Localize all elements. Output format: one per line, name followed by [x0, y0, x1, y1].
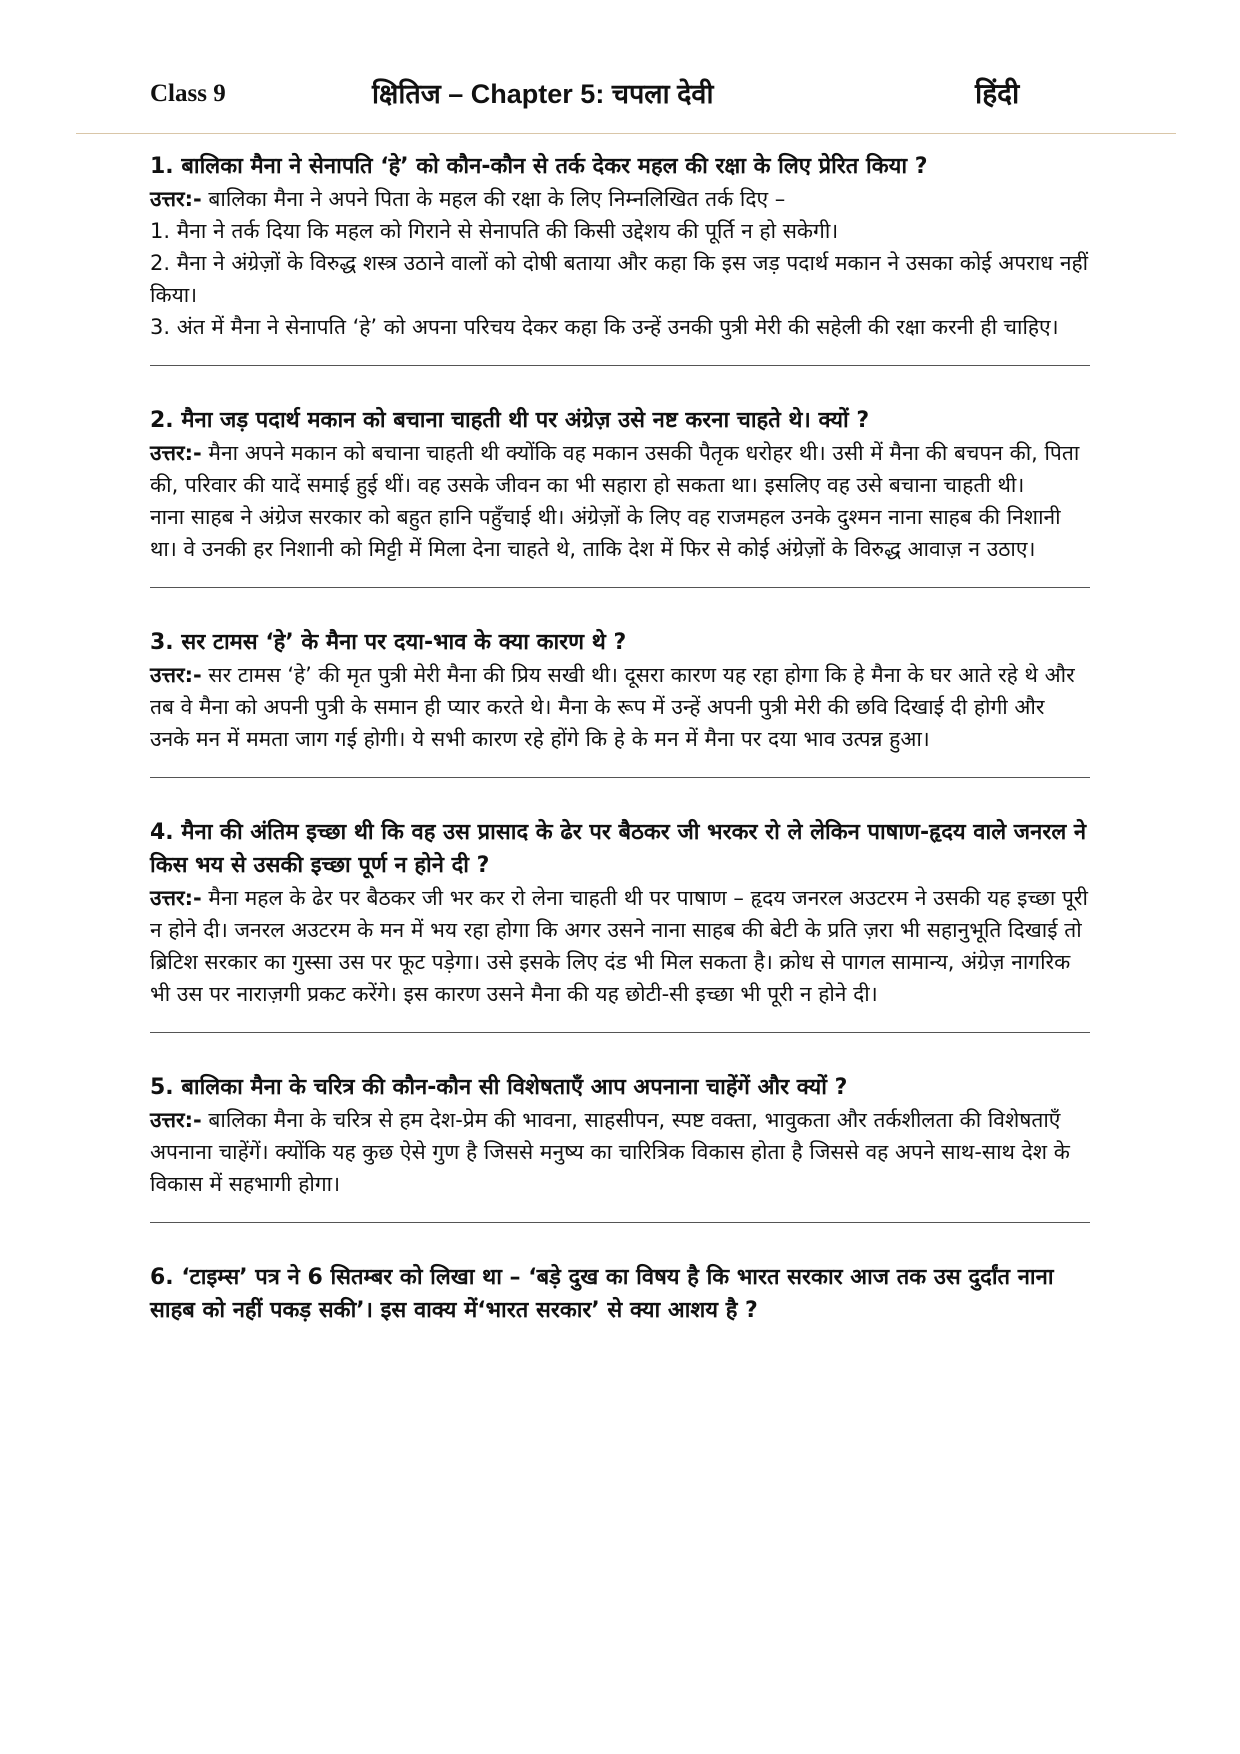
- section-divider: [150, 777, 1090, 778]
- class-label: Class 9: [150, 80, 226, 107]
- answer-label: उत्तर:-: [150, 1108, 202, 1132]
- answer-label: उत्तर:-: [150, 187, 202, 211]
- answer-text: बालिका मैना ने अपने पिता के महल की रक्षा के लिए निम्नलिखित तर्क दिए –: [208, 187, 786, 211]
- answer-block: [150, 183, 1090, 343]
- chapter-title: क्षितिज – Chapter 5: चपला देवी: [372, 79, 714, 109]
- answer-text: मैना महल के ढेर पर बैठकर जी भर कर रो लेना चाहती थी पर पाषाण – हृदय जनरल अउटरम ने उसकी यह इच्छा पूरी न होने दी। जनरल अउटरम के मन में भय रहा होगा कि अगर उसने नाना साहब की बेटी के प्रति ज़रा भी सहानुभूति दिखाई तो ब्रिटिश सरकार का गुस्सा उस पर फूट पड़ेगा। उसे इसके लिए दंड भी मिल सकता है। क्रोध से पागल सामान्य, अंग्रेज़ नागरिक भी उस पर नाराज़गी प्रकट करेंगे। इस कारण उसने मैना की यह छोटी-सी इच्छा भी पूरी न होने दी।: [150, 886, 1088, 1006]
- qa-item: [150, 1261, 1090, 1327]
- header-divider: [76, 133, 1176, 134]
- subject-label: हिंदी: [975, 78, 1020, 109]
- answer-text: मैना अपने मकान को बचाना चाहती थी क्योंकि वह मकान उसकी पैतृक धरोहर थी। उसी में मैना की बचपन की, पिता की, परिवार की यादें समाई हुई थीं। वह उसके जीवन का भी सहारा हो सकता था। इसलिए वह उसे बचाना चाहती थी।: [150, 441, 1080, 497]
- qa-item: [150, 626, 1090, 755]
- qa-item: [150, 404, 1090, 565]
- qa-list: [150, 150, 1090, 1327]
- answer-block: [150, 1104, 1090, 1200]
- answer-block: [150, 437, 1090, 565]
- answer-text: सर टामस ‘हे’ की मृत पुत्री मेरी मैना की प्रिय सखी थी। दूसरा कारण यह रहा होगा कि हे मैना के घर आते रहे थे और तब वे मैना को अपनी पुत्री के समान ही प्यार करते थे। मैना के रूप में उन्हें अपनी पुत्री मेरी की छवि दिखाई दी होगी और उनके मन में ममता जाग गई होगी। ये सभी कारण रहे होंगे कि हे के मन में मैना पर दया भाव उत्पन्न हुआ।: [150, 663, 1075, 751]
- answer-label: उत्तर:-: [150, 441, 202, 465]
- section-divider: [150, 587, 1090, 588]
- question-text: 1. बालिका मैना ने सेनापति ‘हे’ को कौन-कौन से तर्क देकर महल की रक्षा के लिए प्रेरित किया ?: [150, 154, 928, 179]
- section-divider: [150, 1032, 1090, 1033]
- answer-text: 3. अंत में मैना ने सेनापति ‘हे’ को अपना परिचय देकर कहा कि उन्हें उनकी पुत्री मेरी की सहेली की रक्षा करनी ही चाहिए।: [150, 315, 1059, 339]
- question-text: 4. मैना की अंतिम इच्छा थी कि वह उस प्रासाद के ढेर पर बैठकर जी भरकर रो ले लेकिन पाषाण-हृदय वाले जनरल ने किस भय से उसकी इच्छा पूर्ण न होने दी ?: [150, 820, 1087, 878]
- answer-text: नाना साहब ने अंग्रेज सरकार को बहुत हानि पहुँचाई थी। अंग्रेज़ों के लिए वह राजमहल उनके दुश्मन नाना साहब की निशानी था। वे उनकी हर निशानी को मिट्टी में मिला देना चाहते थे, ताकि देश में फिर से कोई अंग्रेज़ों के विरुद्ध आवाज़ न उठाए।: [150, 505, 1061, 561]
- answer-block: [150, 659, 1090, 755]
- page-header: [0, 0, 1240, 140]
- qa-item: [150, 816, 1090, 1010]
- answer-block: [150, 882, 1090, 1010]
- question-text: 6. ‘टाइम्स’ पत्र ने 6 सितम्बर को लिखा था – ‘बड़े दुख का विषय है कि भारत सरकार आज तक उस दुर्दांत नाना साहब को नहीं पकड़ सकी’। इस वाक्य में‘भारत सरकार’ से क्या आशय है ?: [150, 1265, 1054, 1323]
- question-text: 2. मैना जड़ पदार्थ मकान को बचाना चाहती थी पर अंग्रेज़ उसे नष्ट करना चाहते थे। क्यों ?: [150, 408, 870, 433]
- qa-item: [150, 150, 1090, 343]
- answer-label: उत्तर:-: [150, 663, 202, 687]
- answer-label: उत्तर:-: [150, 886, 202, 910]
- qa-item: [150, 1071, 1090, 1200]
- question-text: 5. बालिका मैना के चरित्र की कौन-कौन सी विशेषताएँ आप अपनाना चाहेंगें और क्यों ?: [150, 1075, 848, 1100]
- section-divider: [150, 1222, 1090, 1223]
- answer-text: 1. मैना ने तर्क दिया कि महल को गिराने से सेनापति की किसी उद्देशय की पूर्ति न हो सकेगी।: [150, 219, 839, 243]
- question-text: 3. सर टामस ‘हे’ के मैना पर दया-भाव के क्या कारण थे ?: [150, 630, 627, 655]
- answer-text: 2. मैना ने अंग्रेज़ों के विरुद्ध शस्त्र उठाने वालों को दोषी बताया और कहा कि इस जड़ पदार्थ मकान ने उसका कोई अपराध नहीं किया।: [150, 251, 1089, 307]
- answer-text: बालिका मैना के चरित्र से हम देश-प्रेम की भावना, साहसीपन, स्पष्ट वक्ता, भावुकता और तर्कशीलता की विशेषताएँ अपनाना चाहेंगें। क्योंकि यह कुछ ऐसे गुण है जिससे मनुष्य का चारित्रिक विकास होता है जिससे वह अपने साथ-साथ देश के विकास में सहभागी होगा।: [150, 1108, 1070, 1196]
- section-divider: [150, 365, 1090, 366]
